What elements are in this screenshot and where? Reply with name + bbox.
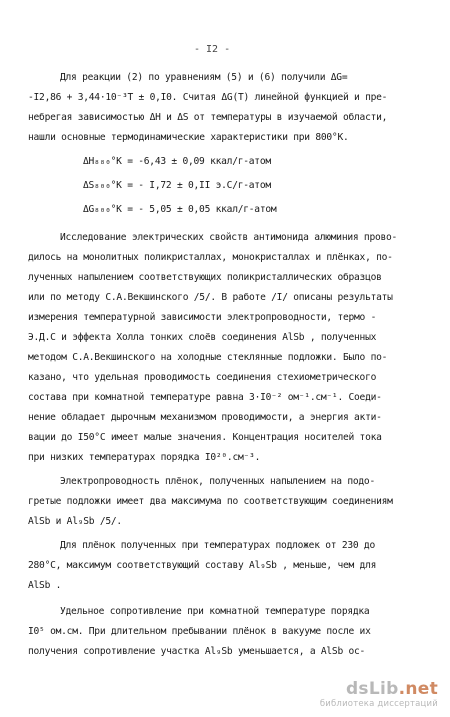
formula-entropy: ΔS₈₀₀°K = - I,72 ± 0,II э.С/г-атом bbox=[83, 180, 271, 191]
text-line-1: Для реакции (2) по уравнениям (5) и (6) получили ΔG= bbox=[60, 72, 348, 83]
text-line-3: небрегая зависимостью ΔH и ΔS от температуры в изучаемой области, bbox=[28, 112, 388, 123]
dslib-watermark bbox=[298, 679, 438, 709]
formula-gibbs: ΔG₈₀₀°K = - 5,05 ± 0,05 ккал/г-атом bbox=[83, 204, 277, 215]
text-line-4: нашли основные термодинамические характеристики при 800°K. bbox=[28, 132, 349, 143]
text-line-23: Для плёнок полученных при температурах подложек от 230 до bbox=[60, 540, 375, 551]
text-line-2: -I2,86 + 3,44·10⁻³T ± 0,I0. Считая ΔG(T) линейной функцией и пре- bbox=[28, 92, 388, 103]
text-line-13: Э.Д.С и эффекта Холла тонких слоёв соединения AlSb , полученных bbox=[28, 332, 377, 343]
formula-enthalpy: ΔH₈₈₀°K = -6,43 ± 0,09 ккал/г-атом bbox=[83, 156, 271, 167]
text-line-12: измерения температурной зависимости электропроводности, термо - bbox=[28, 312, 377, 323]
watermark-logo bbox=[346, 679, 438, 699]
text-line-11: или по методу С.А.Векшинского /5/. В работе /I/ описаны результаты bbox=[28, 292, 393, 303]
text-line-9: дилось на монолитных поликристаллах, монокристаллах и плёнках, по- bbox=[28, 252, 393, 263]
text-line-21: гретые подложки имеет два максимума по соответствующим соединениям bbox=[28, 496, 393, 507]
text-line-28: получения сопротивление участка Al₉Sb уменьшается, а AlSb ос- bbox=[28, 646, 366, 657]
page-number: - I2 - bbox=[194, 44, 231, 55]
text-line-26: Удельное сопротивление при комнатной температуре порядка bbox=[60, 606, 370, 617]
text-line-19: при низких температурах порядка I0²⁰.см⁻³. bbox=[28, 452, 261, 463]
watermark-logo-tld: .net bbox=[398, 679, 438, 699]
text-line-27: I0⁵ ом.см. При длительном пребывании плёнок в вакууме после их bbox=[28, 626, 371, 637]
text-line-18: вации до I50°С имеет малые значения. Концентрация носителей тока bbox=[28, 432, 382, 443]
text-line-24: 280°С, максимум соответствующий составу Al₉Sb , меньше, чем для bbox=[28, 560, 377, 571]
watermark-logo-name: dsLib bbox=[345, 679, 399, 699]
text-line-10: лученных напылением соответствующих поликристаллических образцов bbox=[28, 272, 382, 283]
text-line-8: Исследование электрических свойств антимонида алюминия прово- bbox=[60, 232, 398, 243]
watermark-subtitle: библиотека диссертаций bbox=[319, 699, 438, 709]
text-line-15: казано, что удельная проводимость соединения стехиометрического bbox=[28, 372, 377, 383]
text-line-25: AlSb . bbox=[28, 580, 62, 591]
text-line-22: AlSb и Al₉Sb /5/. bbox=[28, 516, 122, 527]
text-line-16: состава при комнатной температуре равна 3·I0⁻² ом⁻¹.см⁻¹. Соеди- bbox=[28, 392, 382, 403]
text-line-14: методом С.А.Векшинского на холодные стеклянные подложки. Было по- bbox=[28, 352, 388, 363]
text-line-17: нение обладает дырочным механизмом проводимости, а энергия акти- bbox=[28, 412, 382, 423]
text-line-20: Электропроводность плёнок, полученных напылением на подо- bbox=[60, 476, 375, 487]
